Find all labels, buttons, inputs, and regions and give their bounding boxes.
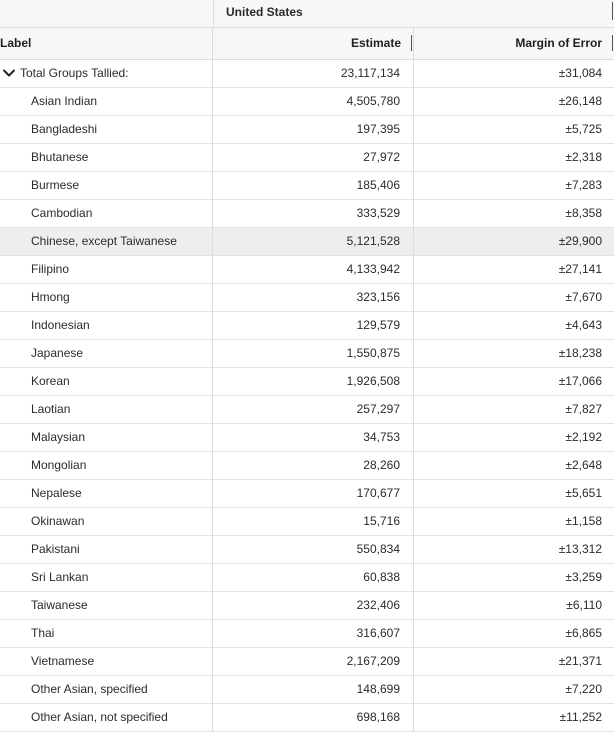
total-estimate: 23,117,134 xyxy=(213,60,414,87)
row-estimate: 170,677 xyxy=(213,480,414,507)
row-label: Other Asian, not specified xyxy=(0,704,213,731)
chevron-down-icon[interactable] xyxy=(2,66,16,80)
estimate-column-header[interactable] xyxy=(213,28,414,59)
table-row[interactable] xyxy=(0,704,614,732)
row-moe: ±8,358 xyxy=(565,206,602,220)
moe-column-header[interactable] xyxy=(414,28,614,59)
row-estimate: 197,395 xyxy=(213,116,414,143)
table-row[interactable] xyxy=(0,452,614,480)
row-moe: ±27,141 xyxy=(558,262,602,276)
row-label: Laotian xyxy=(0,396,213,423)
table-row[interactable] xyxy=(0,284,614,312)
row-estimate: 323,156 xyxy=(213,284,414,311)
table-row[interactable] xyxy=(0,564,614,592)
row-moe: ±2,318 xyxy=(565,150,602,164)
row-moe: ±7,670 xyxy=(565,290,602,304)
row-estimate: 27,972 xyxy=(213,144,414,171)
table-row[interactable] xyxy=(0,340,614,368)
row-moe: ±21,371 xyxy=(558,654,602,668)
row-moe: ±6,865 xyxy=(565,626,602,640)
moe-header-text: Margin of Error xyxy=(515,36,602,50)
row-estimate: 232,406 xyxy=(213,592,414,619)
estimate-header-text: Estimate xyxy=(350,36,401,50)
table-row[interactable] xyxy=(0,620,614,648)
table-row[interactable] xyxy=(0,256,614,284)
row-estimate: 34,753 xyxy=(213,424,414,451)
table-row[interactable] xyxy=(0,648,614,676)
row-moe: ±11,252 xyxy=(559,710,602,724)
table-row[interactable] xyxy=(0,144,614,172)
table-row[interactable] xyxy=(0,396,614,424)
table-row[interactable] xyxy=(0,368,614,396)
row-moe: ±7,827 xyxy=(565,402,602,416)
geography-title[interactable]: United States xyxy=(214,0,614,27)
table-row[interactable] xyxy=(0,88,614,116)
geography-header-row xyxy=(0,0,614,28)
estimate-column-resize-handle[interactable] xyxy=(411,35,412,51)
row-label: Other Asian, specified xyxy=(0,676,213,703)
table-row[interactable] xyxy=(0,172,614,200)
row-moe: ±1,158 xyxy=(565,514,602,528)
total-label: Total Groups Tallied: xyxy=(20,66,129,80)
row-label: Hmong xyxy=(0,284,213,311)
row-moe: ±29,900 xyxy=(558,234,602,248)
row-label: Bangladeshi xyxy=(0,116,213,143)
row-estimate: 60,838 xyxy=(213,564,414,591)
row-label: Cambodian xyxy=(0,200,213,227)
table-row[interactable] xyxy=(0,480,614,508)
row-moe: ±17,066 xyxy=(558,374,602,388)
row-label: Filipino xyxy=(0,256,213,283)
group-rows xyxy=(0,88,614,732)
total-moe: ±31,084 xyxy=(558,66,602,80)
row-estimate: 2,167,209 xyxy=(213,648,414,675)
row-estimate: 5,121,528 xyxy=(213,228,414,255)
row-label: Pakistani xyxy=(0,536,213,563)
row-label: Indonesian xyxy=(0,312,213,339)
table-row[interactable] xyxy=(0,424,614,452)
row-label: Vietnamese xyxy=(0,648,213,675)
row-label: Burmese xyxy=(0,172,213,199)
row-moe: ±7,220 xyxy=(565,682,602,696)
total-row[interactable] xyxy=(0,60,614,88)
row-moe: ±2,192 xyxy=(565,430,602,444)
row-moe: ±26,148 xyxy=(558,94,602,108)
row-estimate: 550,834 xyxy=(213,536,414,563)
row-label: Taiwanese xyxy=(0,592,213,619)
row-moe: ±2,648 xyxy=(565,458,602,472)
table-row[interactable] xyxy=(0,312,614,340)
table-row[interactable] xyxy=(0,200,614,228)
row-label: Malaysian xyxy=(0,424,213,451)
row-estimate: 15,716 xyxy=(213,508,414,535)
table-row[interactable] xyxy=(0,116,614,144)
row-moe: ±13,312 xyxy=(558,542,602,556)
row-estimate: 4,505,780 xyxy=(213,88,414,115)
row-estimate: 316,607 xyxy=(213,620,414,647)
row-moe: ±3,259 xyxy=(565,570,602,584)
row-label: Korean xyxy=(0,368,213,395)
table-row[interactable] xyxy=(0,592,614,620)
row-estimate: 185,406 xyxy=(213,172,414,199)
label-spacer xyxy=(0,0,214,27)
row-estimate: 129,579 xyxy=(213,312,414,339)
row-label: Bhutanese xyxy=(0,144,213,171)
row-estimate: 148,699 xyxy=(213,676,414,703)
label-column-header[interactable]: Label xyxy=(0,28,213,59)
row-label: Mongolian xyxy=(0,452,213,479)
total-label-cell[interactable] xyxy=(0,60,213,87)
row-estimate: 257,297 xyxy=(213,396,414,423)
row-moe: ±18,238 xyxy=(558,346,602,360)
table-row[interactable] xyxy=(0,508,614,536)
column-header-row xyxy=(0,28,614,60)
row-moe: ±6,110 xyxy=(566,598,602,612)
row-label: Sri Lankan xyxy=(0,564,213,591)
row-estimate: 1,926,508 xyxy=(213,368,414,395)
moe-column-resize-handle[interactable] xyxy=(612,35,613,51)
row-moe: ±5,725 xyxy=(565,122,602,136)
row-estimate: 333,529 xyxy=(213,200,414,227)
row-moe: ±5,651 xyxy=(565,486,602,500)
row-label: Japanese xyxy=(0,340,213,367)
table-row[interactable] xyxy=(0,536,614,564)
row-label: Chinese, except Taiwanese xyxy=(0,228,213,255)
table-row[interactable] xyxy=(0,228,614,256)
row-label: Asian Indian xyxy=(0,88,213,115)
row-moe: ±4,643 xyxy=(565,318,602,332)
row-estimate: 28,260 xyxy=(213,452,414,479)
row-label: Thai xyxy=(0,620,213,647)
row-label: Okinawan xyxy=(0,508,213,535)
row-estimate: 1,550,875 xyxy=(213,340,414,367)
row-estimate: 4,133,942 xyxy=(213,256,414,283)
row-label: Nepalese xyxy=(0,480,213,507)
row-estimate: 698,168 xyxy=(213,704,414,731)
row-moe: ±7,283 xyxy=(565,178,602,192)
table-row[interactable] xyxy=(0,676,614,704)
